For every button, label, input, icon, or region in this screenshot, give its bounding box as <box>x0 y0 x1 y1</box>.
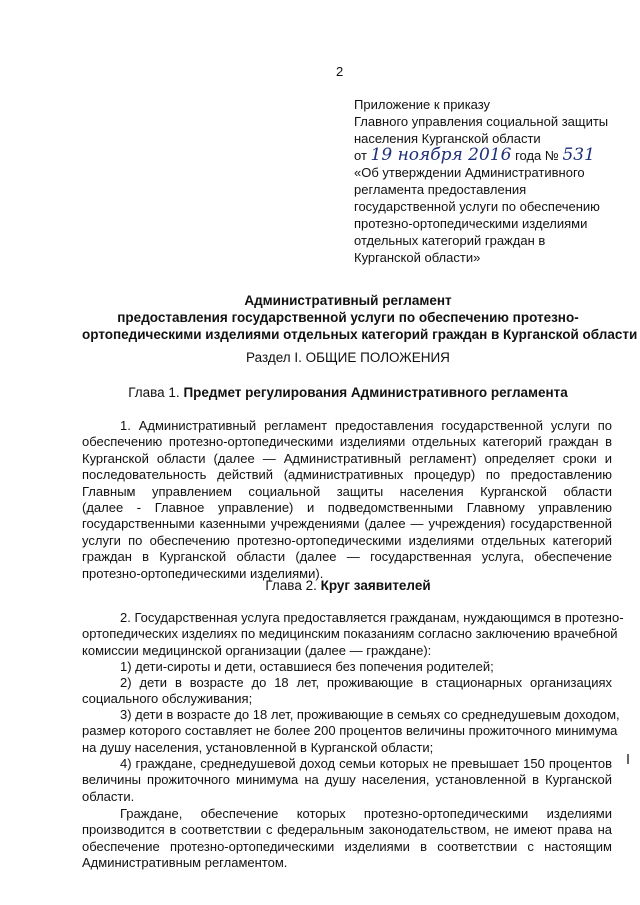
appendix-line: «Об утверждении Административного <box>354 165 585 180</box>
appendix-line: протезно-ортопедическими изделиями <box>354 216 588 231</box>
paragraph-line: протезно-ортопедическими изделиями). <box>82 565 324 581</box>
paragraph <box>82 418 612 582</box>
year-number-label: года № <box>515 148 559 163</box>
title-line: предоставления государственной услуги по обеспечению протезно- <box>117 310 579 325</box>
list-item-line: величины прожиточного минимума на душу населения, установленной в Курганской <box>82 772 612 788</box>
list-item-line: 4) граждане, среднедушевой доход семьи которых не превышает 150 процентов <box>120 756 612 771</box>
list-item-line: 3) дети в возрасте до 18 лет, проживающие в семьях со среднедушевым доходом, <box>120 707 620 722</box>
paragraph-line: производится в соответствии с федеральным законодательством, не имеют права на <box>82 822 612 838</box>
paragraph <box>82 610 624 659</box>
appendix-line: государственной услуги по обеспечению <box>354 199 600 214</box>
paragraph-line: 1. Административный регламент предоставления государственной услуги по <box>120 418 612 433</box>
appendix-date-line <box>354 147 624 164</box>
chapter-title: Предмет регулирования Административного регламента <box>183 385 568 400</box>
paragraph-line: обеспечение протезно-ортопедическими изделиями в соответствии с настоящим <box>82 838 612 854</box>
appendix-line: населения Курганской области <box>354 131 541 146</box>
page-number: 2 <box>336 64 344 79</box>
document-title <box>82 292 638 343</box>
scan-margin-mark <box>627 754 629 764</box>
paragraph-line: 2. Государственная услуга предоставляется гражданам, нуждающимся в протезно- <box>120 610 624 625</box>
chapter-prefix: Глава 2. <box>265 578 317 593</box>
paragraph <box>82 806 612 872</box>
chapter-prefix: Глава 1. <box>128 385 180 400</box>
paragraph-line: государственными казенными учреждениями (далее — учреждения) государственной <box>82 516 612 532</box>
appendix-line: Приложение к приказу <box>354 97 491 112</box>
list-item <box>82 659 612 675</box>
paragraph-line: услуги по обеспечению протезно-ортопедическими изделиями отдельных категорий <box>82 532 612 548</box>
paragraph-line: обеспечению протезно-ортопедическими изделиями отдельных категорий граждан в <box>82 434 612 450</box>
paragraph-line: ортопедических изделиях по медицинским показаниям согласно заключению врачебной <box>82 626 618 642</box>
list-item <box>82 707 620 756</box>
list-item-line: социального обслуживания; <box>82 691 253 707</box>
paragraph-line: Административным регламентом. <box>82 855 288 871</box>
paragraph-line: Главным управлением социальной защиты населения Курганской области <box>82 483 612 499</box>
list-item-line: на душу населения, установленной в Курганской области; <box>82 739 434 755</box>
appendix-line: Курганской области» <box>354 250 481 265</box>
appendix-line: регламента предоставления <box>354 182 527 197</box>
handwritten-date: 19 ноября 2016 <box>370 145 512 165</box>
handwritten-order-number: 531 <box>562 145 595 165</box>
appendix-line: Главного управления социальной защиты <box>354 114 609 129</box>
list-item-line: области. <box>82 788 135 804</box>
paragraph-line: граждан в Курганской области (далее — государственная услуга, обеспечение <box>82 549 612 565</box>
title-line: ортопедическими изделиями отдельных категорий граждан в Курганской области <box>82 327 638 342</box>
from-label: от <box>354 148 367 163</box>
paragraph-line: последовательность действий (административных процедур) по предоставлению <box>82 467 612 483</box>
paragraph-line: (далее - Главное управление) и подведомственными Главному управлению <box>82 500 612 516</box>
chapter-heading <box>82 578 614 593</box>
list-item-line: размер которого составляет не более 200 процентов величины прожиточного минимума <box>82 723 618 739</box>
list-item <box>82 675 612 708</box>
title-line: Административный регламент <box>244 293 452 308</box>
chapter-heading <box>82 385 614 400</box>
paragraph-line: Граждане, обеспечение которых протезно-ортопедическими изделиями <box>120 806 612 821</box>
paragraph-line: Курганской области (далее — Административный регламент) определяет сроки и <box>82 450 612 466</box>
paragraph-line: комиссии медицинской организации (далее — граждане): <box>82 642 432 658</box>
chapter-title: Круг заявителей <box>320 578 431 593</box>
list-item-line: 2) дети в возрасте до 18 лет, проживающие в стационарных организациях <box>120 675 612 690</box>
list-item <box>82 756 612 805</box>
section-heading: Раздел I. ОБЩИЕ ПОЛОЖЕНИЯ <box>246 350 450 365</box>
appendix-line: отдельных категорий граждан в <box>354 233 546 248</box>
list-item-line: 1) дети-сироты и дети, оставшиеся без попечения родителей; <box>120 659 494 674</box>
appendix-header <box>354 96 624 266</box>
